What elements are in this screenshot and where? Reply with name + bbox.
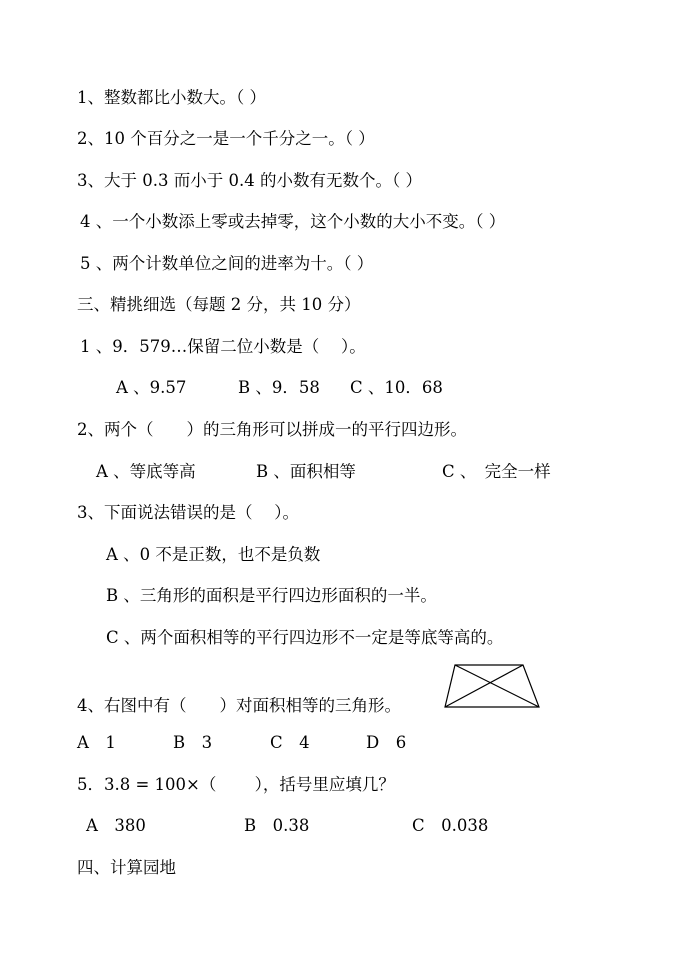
question-4-option-d: D 6 — [366, 733, 407, 752]
judgement-item-1: 1、整数都比小数大。（ ） — [77, 88, 266, 107]
question-4-option-a: A 1 — [77, 733, 116, 752]
question-3-option-c: C 、两个面积相等的平行四边形不一定是等底等高的。 — [106, 628, 504, 647]
question-3-option-a: A 、0 不是正数，也不是负数 — [106, 545, 321, 564]
question-5-option-c: C 0.038 — [412, 816, 489, 835]
trapezoid-outline — [445, 665, 539, 707]
judgement-item-4: 4 、一个小数添上零或去掉零，这个小数的大小不变。（ ） — [80, 212, 506, 231]
question-5-stem: 5．3.8 = 100×（ ），括号里应填几？ — [77, 775, 395, 794]
question-3-stem: 3、下面说法错误的是（ ）。 — [77, 503, 299, 522]
trapezoid-diagonal-2 — [445, 665, 523, 707]
question-1-option-c: C 、10．68 — [350, 378, 443, 397]
question-2-stem: 2、两个（ ）的三角形可以拼成一的平行四边形。 — [77, 420, 467, 439]
question-2-option-c: C 、 完全一样 — [442, 462, 551, 481]
question-2-option-b: B 、面积相等 — [256, 462, 356, 481]
section-3-heading: 三、精挑细选（每题 2 分，共 10 分） — [77, 295, 361, 314]
judgement-item-2: 2、10 个百分之一是一个千分之一。（ ） — [77, 129, 375, 148]
question-4-option-b: B 3 — [173, 733, 213, 752]
trapezoid-diagonal-1 — [455, 665, 539, 707]
question-5-option-a: A 380 — [86, 816, 146, 835]
question-5-option-b: B 0.38 — [244, 816, 310, 835]
judgement-item-5: 5 、两个计数单位之间的进率为十。（ ） — [80, 254, 374, 273]
question-1-stem: 1 、9．579…保留二位小数是（ ）。 — [80, 337, 366, 356]
question-3-option-b: B 、三角形的面积是平行四边形面积的一半。 — [106, 586, 437, 605]
section-4-heading: 四、计算园地 — [77, 858, 176, 877]
question-1-option-a: A 、9.57 — [116, 378, 187, 397]
question-4-option-c: C 4 — [270, 733, 310, 752]
question-4-stem: 4、右图中有（ ）对面积相等的三角形。 — [77, 696, 401, 715]
judgement-item-3: 3、大于 0.3 而小于 0.4 的小数有无数个。（ ） — [77, 171, 422, 190]
question-1-option-b: B 、9．58 — [238, 378, 320, 397]
trapezoid-with-diagonals-icon — [443, 662, 541, 710]
question-2-option-a: A 、等底等高 — [96, 462, 196, 481]
